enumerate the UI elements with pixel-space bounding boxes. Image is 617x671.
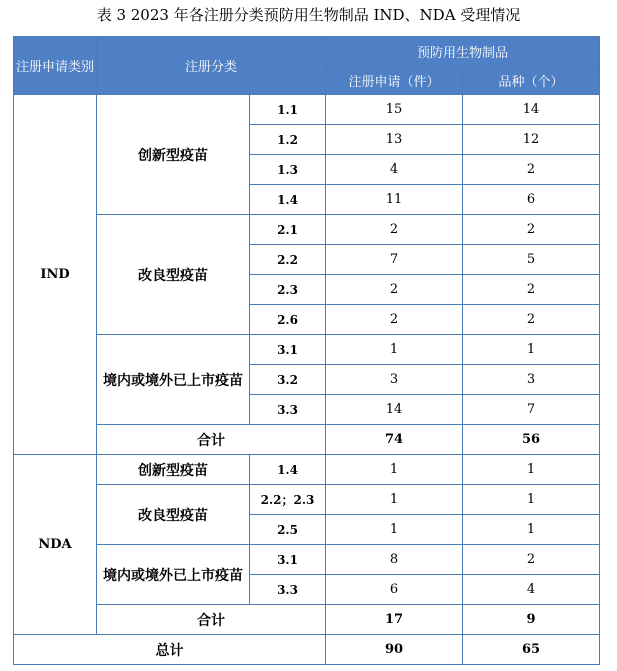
applications-cell: 8 — [326, 545, 463, 575]
category-cell: 创新型疫苗 — [97, 455, 250, 485]
table-row — [14, 215, 600, 245]
code-cell: 2.5 — [250, 515, 326, 545]
varieties-cell: 2 — [463, 545, 600, 575]
varieties-cell: 1 — [463, 485, 600, 515]
varieties-cell: 12 — [463, 125, 600, 155]
grand-total-row — [14, 635, 600, 665]
table-row — [14, 455, 600, 485]
subtotal-applications: 74 — [326, 425, 463, 455]
applications-cell: 15 — [326, 95, 463, 125]
table-row — [14, 335, 600, 365]
code-cell: 1.2 — [250, 125, 326, 155]
header-reg-type: 注册申请类别 — [14, 37, 97, 95]
category-cell: 创新型疫苗 — [97, 95, 250, 215]
varieties-cell: 4 — [463, 575, 600, 605]
table-row — [14, 95, 600, 125]
applications-cell: 3 — [326, 365, 463, 395]
category-cell: 境内或境外已上市疫苗 — [97, 335, 250, 425]
subtotal-varieties: 56 — [463, 425, 600, 455]
code-cell: 1.3 — [250, 155, 326, 185]
applications-cell: 6 — [326, 575, 463, 605]
subtotal-row — [14, 425, 600, 455]
code-cell: 3.1 — [250, 545, 326, 575]
code-cell: 3.1 — [250, 335, 326, 365]
applications-cell: 14 — [326, 395, 463, 425]
code-cell: 3.2 — [250, 365, 326, 395]
code-cell: 3.3 — [250, 575, 326, 605]
varieties-cell: 2 — [463, 305, 600, 335]
applications-cell: 2 — [326, 305, 463, 335]
subtotal-row — [14, 605, 600, 635]
varieties-cell: 3 — [463, 365, 600, 395]
code-cell: 1.4 — [250, 455, 326, 485]
grand-total-label: 总计 — [14, 635, 326, 665]
varieties-cell: 14 — [463, 95, 600, 125]
code-cell: 2.6 — [250, 305, 326, 335]
table-row — [14, 485, 600, 515]
varieties-cell: 1 — [463, 515, 600, 545]
varieties-cell: 7 — [463, 395, 600, 425]
applications-cell: 11 — [326, 185, 463, 215]
code-cell: 2.2；2.3 — [250, 485, 326, 515]
varieties-cell: 2 — [463, 215, 600, 245]
header-group: 预防用生物制品 — [326, 37, 600, 67]
category-cell: 改良型疫苗 — [97, 215, 250, 335]
code-cell: 2.2 — [250, 245, 326, 275]
subtotal-label: 合计 — [97, 605, 326, 635]
header-reg-class: 注册分类 — [97, 37, 326, 95]
category-cell: 境内或境外已上市疫苗 — [97, 545, 250, 605]
applications-cell: 1 — [326, 455, 463, 485]
subtotal-applications: 17 — [326, 605, 463, 635]
vaccine-registration-table — [13, 36, 600, 665]
applications-cell: 2 — [326, 215, 463, 245]
code-cell: 3.3 — [250, 395, 326, 425]
grand-total-applications: 90 — [326, 635, 463, 665]
varieties-cell: 5 — [463, 245, 600, 275]
applications-cell: 2 — [326, 275, 463, 305]
code-cell: 1.1 — [250, 95, 326, 125]
applications-cell: 1 — [326, 515, 463, 545]
applications-cell: 1 — [326, 485, 463, 515]
code-cell: 2.3 — [250, 275, 326, 305]
varieties-cell: 6 — [463, 185, 600, 215]
reg-type-nda: NDA — [14, 455, 97, 635]
table-caption: 表 3 2023 年各注册分类预防用生物制品 IND、NDA 受理情况 — [96, 6, 521, 24]
header-applications: 注册申请（件） — [326, 67, 463, 95]
varieties-cell: 1 — [463, 455, 600, 485]
code-cell: 1.4 — [250, 185, 326, 215]
varieties-cell: 2 — [463, 275, 600, 305]
code-cell: 2.1 — [250, 215, 326, 245]
table-row — [14, 545, 600, 575]
applications-cell: 13 — [326, 125, 463, 155]
varieties-cell: 1 — [463, 335, 600, 365]
subtotal-label: 合计 — [97, 425, 326, 455]
grand-total-varieties: 65 — [463, 635, 600, 665]
reg-type-ind: IND — [14, 95, 97, 455]
varieties-cell: 2 — [463, 155, 600, 185]
header-varieties: 品种（个） — [463, 67, 600, 95]
applications-cell: 4 — [326, 155, 463, 185]
subtotal-varieties: 9 — [463, 605, 600, 635]
category-cell: 改良型疫苗 — [97, 485, 250, 545]
applications-cell: 7 — [326, 245, 463, 275]
applications-cell: 1 — [326, 335, 463, 365]
